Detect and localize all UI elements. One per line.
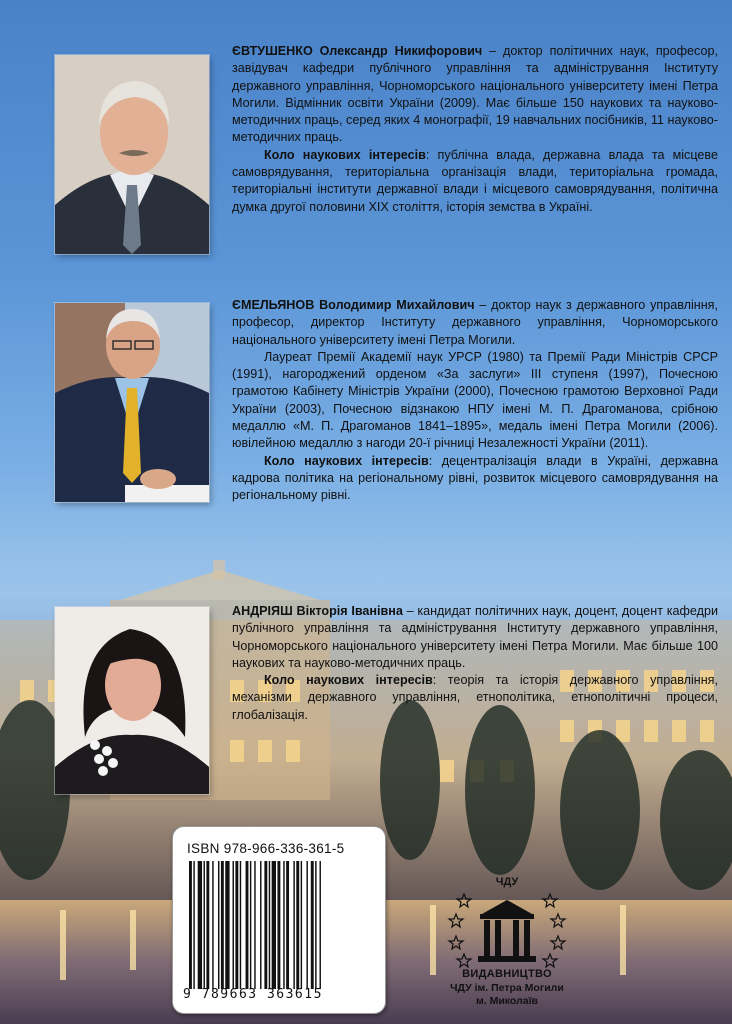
person-bio: – доктор наук з державного управління, професор, директор Інституту державного управління, Чорноморського національного університету імені Петра Могили. bbox=[232, 298, 718, 347]
person-name: ЄВТУШЕНКО Олександр Никифорович bbox=[232, 44, 483, 58]
building-emblem-icon bbox=[444, 886, 570, 970]
barcode-digits: 9 789663 363615 bbox=[183, 987, 323, 1002]
person-name: АНДРІЯШ Вікторія Іванівна bbox=[232, 604, 403, 618]
interests-label: Коло наукових інтересів bbox=[264, 453, 429, 468]
publisher-name: ВИДАВНИЦТВО bbox=[462, 968, 552, 980]
publisher-line1: ЧДУ ім. Петра Могили bbox=[450, 982, 564, 994]
bio-andriiash bbox=[232, 603, 718, 724]
publisher-logo bbox=[444, 876, 570, 1016]
person-bio: – кандидат політичних наук, доцент, доцент кафедри публічного управління та адміністрування Інституту державного управління, Чорноморського національного університету імені Петра Могили. Має більше 100 наукових та науково-методичних праць. bbox=[232, 604, 719, 670]
interests-text: : теорія та історія державного управління, механізми державного управління, етнополітика, етнополітичні процеси, глобалізація. bbox=[232, 673, 718, 722]
photo-yemelyanov bbox=[55, 303, 209, 502]
bio-yevtushenko bbox=[232, 43, 718, 216]
bio-yemelyanov bbox=[232, 297, 718, 505]
publisher-line2: м. Миколаїв bbox=[476, 995, 538, 1007]
isbn-label: ISBN 978-966-336-361-5 bbox=[187, 841, 345, 856]
barcode bbox=[189, 861, 369, 989]
person-awards: Лауреат Премії Академії наук УРСР (1980) та Премії Ради Міністрів СРСР (1991), нагороджений орденом «За заслуги» III ступеня (1997), Почесною грамотою Кабінету Міністрів України (2000), Почесною грамотою Верховної Ради України (2003), Почесною відзнакою НПУ імені М. П. Драгоманова, срібною медаллю «М. П. Драгоманов 1841–1895», медаль імені Петра Могили (2006). ювілейною медаллю з нагоди 20-ї річниці Незалежності України (2011). bbox=[232, 349, 718, 451]
interests-label: Коло наукових інтересів bbox=[264, 147, 426, 162]
person-bio: – доктор політичних наук, професор, завідувач кафедри публічного управління та адміністрування Інституту державного управління, Чорноморського національного університету імені Петра Могили. Відмінник освіти України (2009). Має більше 150 наукових та науково-методичних праць, серед яких 4 монографії, 19 навчальних посібників, 11 науково-методичних праць. bbox=[232, 44, 718, 145]
logo-abbrev: ЧДУ bbox=[495, 876, 519, 888]
interests-text: : публічна влада, державна влада та місцеве самоврядування, територіальна організація влади, територіальна громада, територіальні інститути державної влади і місцевого самоврядування, політична думка другої половини XIX століття, історія земства в Україні. bbox=[232, 147, 718, 214]
person-name: ЄМЕЛЬЯНОВ Володимир Михайлович bbox=[232, 298, 475, 312]
photo-yevtushenko bbox=[55, 55, 209, 254]
isbn-barcode-box bbox=[172, 826, 386, 1014]
interests-label: Коло наукових інтересів bbox=[264, 673, 433, 688]
interests-text: : децентралізація влади в Україні, державна кадрова політика на регіональному рівні, розвиток місцевого самоврядування на регіональному рівні. bbox=[232, 453, 718, 503]
photo-andriiash bbox=[55, 607, 209, 794]
